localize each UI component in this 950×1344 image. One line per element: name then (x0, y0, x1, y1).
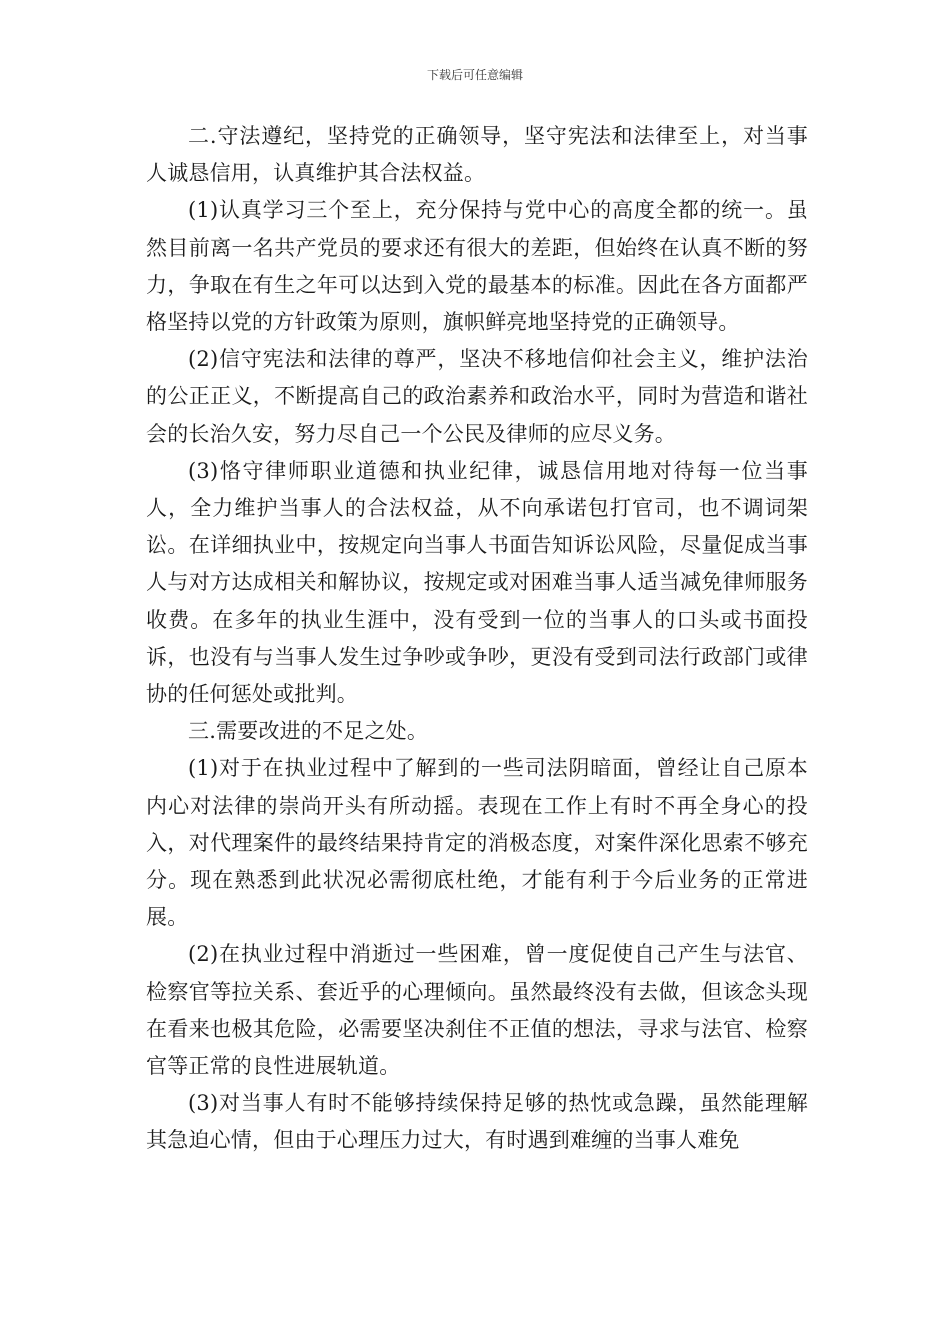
paragraph-shortcoming-3: (3)对当事人有时不能够持续保持足够的热忱或急躁，虽然能理解其急迫心情，但由于心理压力过大，有时遇到难缠的当事人难免 (146, 1091, 808, 1153)
paragraph-item-2: (2)信守宪法和法律的尊严，坚决不移地信仰社会主义，维护法治的公正正义，不断提高自己的政治素养和政治水平，同时为营造和谐社会的长治久安，努力尽自己一个公民及律师的应尽义务。 (146, 347, 808, 446)
page-header: 下载后可任意编辑 (426, 68, 523, 82)
paragraph-item-3: (3)恪守律师职业道德和执业纪律，诚恳信用地对待每一位当事人，全力维护当事人的合法权益，从不向承诺包打官司，也不调词架讼。在详细执业中，按规定向当事人书面告知诉讼风险，尽量促成当事人与对方达成相关和解协议，按规定或对困难当事人适当减免律师服务收费。在多年的执业生涯中，没有受到一位的当事人的口头或书面投诉，也没有与当事人发生过争吵或争吵，更没有受到司法行政部门或律协的任何惩处或批判。 (146, 458, 808, 707)
section-heading-three: 三.需要改进的不足之处。 (188, 719, 429, 744)
section-heading-two: 二.守法遵纪，坚持党的正确领导，坚守宪法和法律至上，对当事人诚恳信用，认真维护其合法权益。 (146, 124, 808, 186)
document-body (146, 118, 808, 1160)
paragraph-shortcoming-2: (2)在执业过程中消逝过一些困难，曾一度促使自己产生与法官、检察官等拉关系、套近乎的心理倾向。虽然最终没有去做，但该念头现在看来也极其危险，必需要坚决刹住不正值的想法，寻求与法官、检察官等正常的良性进展轨道。 (146, 942, 808, 1079)
paragraph-shortcoming-1: (1)对于在执业过程中了解到的一些司法阴暗面，曾经让自己原本内心对法律的崇尚开头有所动摇。表现在工作上有时不再全身心的投入，对代理案件的最终结果持肯定的消极态度，对案件深化思索不够充分。现在熟悉到此状况必需彻底杜绝，才能有利于今后业务的正常进展。 (146, 756, 808, 930)
paragraph-item-1: (1)认真学习三个至上，充分保持与党中心的高度全都的统一。虽然目前离一名共产党员的要求还有很大的差距，但始终在认真不断的努力，争取在有生之年可以达到入党的最基本的标准。因此在各方面都严格坚持以党的方针政策为原则，旗帜鲜亮地坚持党的正确领导。 (146, 198, 808, 335)
